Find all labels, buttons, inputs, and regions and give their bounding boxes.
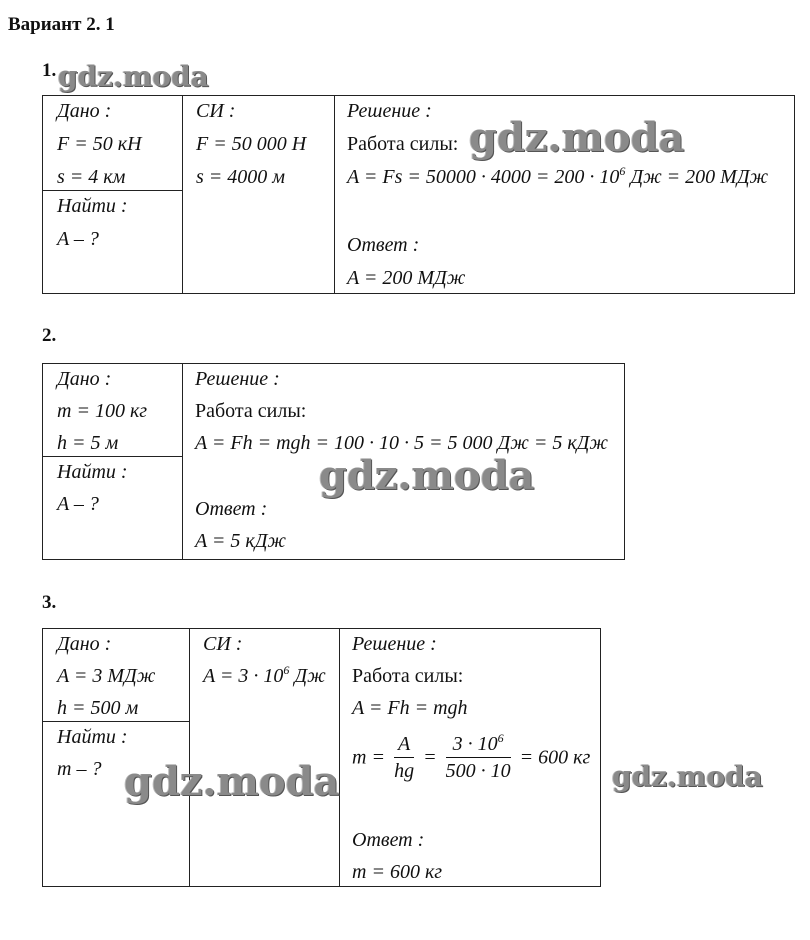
given-value: m = 100 кг (57, 400, 148, 422)
given-label: Дано : (57, 368, 112, 390)
find-label: Найти : (57, 195, 128, 217)
problem-2-table (42, 363, 625, 560)
watermark: gdz.moda (124, 758, 340, 805)
answer-value: A = 200 МДж (347, 267, 466, 289)
given-label: Дано : (57, 633, 112, 655)
find-value: m – ? (57, 758, 102, 780)
si-value: $A = 3 \cdot 10^6$ Дж (203, 663, 326, 687)
si-label: СИ : (203, 633, 243, 655)
solution-formula: A = Fh = mgh (352, 697, 468, 719)
watermark: gdz.moda (612, 760, 763, 793)
given-value: F = 50 кН (57, 133, 142, 155)
solution-formula: $A = Fs = 50000 \cdot 4000 = 200 \cdot 10^6$ Дж = 200 МДж (347, 164, 769, 188)
page-title: Вариант 2. 1 (8, 14, 115, 35)
si-value: F = 50 000 Н (196, 133, 307, 155)
solution-formula: A = Fh = mgh = 100 · 10 · 5 = 5 000 Дж = 5 кДж (195, 432, 609, 454)
solution-label: Решение : (352, 633, 437, 655)
watermark: gdz.moda (469, 114, 685, 161)
find-value: A – ? (57, 493, 99, 515)
answer-label: Ответ : (347, 234, 420, 256)
answer-value: A = 5 кДж (195, 530, 287, 552)
si-value: s = 4000 м (196, 166, 286, 188)
answer-label: Ответ : (195, 498, 268, 520)
problem-1-table (42, 95, 795, 294)
problem-1-number: 1. (42, 60, 57, 81)
answer-label: Ответ : (352, 829, 425, 851)
given-value: s = 4 км (57, 166, 126, 188)
given-value: h = 5 м (57, 432, 119, 454)
work-label: Работа силы: (352, 665, 464, 687)
find-label: Найти : (57, 461, 128, 483)
problem-2-number: 2. (42, 325, 57, 346)
given-value: h = 500 м (57, 697, 139, 719)
given-value: A = 3 МДж (57, 665, 156, 687)
given-label: Дано : (57, 100, 112, 122)
work-label: Работа силы: (195, 400, 307, 422)
watermark: gdz.moda (58, 60, 209, 93)
solution-label: Решение : (347, 100, 432, 122)
work-label: Работа силы: (347, 133, 459, 155)
find-label: Найти : (57, 726, 128, 748)
solution-label: Решение : (195, 368, 280, 390)
problem-3-number: 3. (42, 592, 57, 613)
find-value: A – ? (57, 228, 99, 250)
answer-value: m = 600 кг (352, 861, 443, 883)
watermark: gdz.moda (319, 452, 535, 499)
solution-fraction-formula: m = $\frac{A}{hg}$ = $\frac{3 \cdot 10^6}{500 \cdot 10}$ = 600 кг (352, 731, 591, 782)
si-label: СИ : (196, 100, 236, 122)
